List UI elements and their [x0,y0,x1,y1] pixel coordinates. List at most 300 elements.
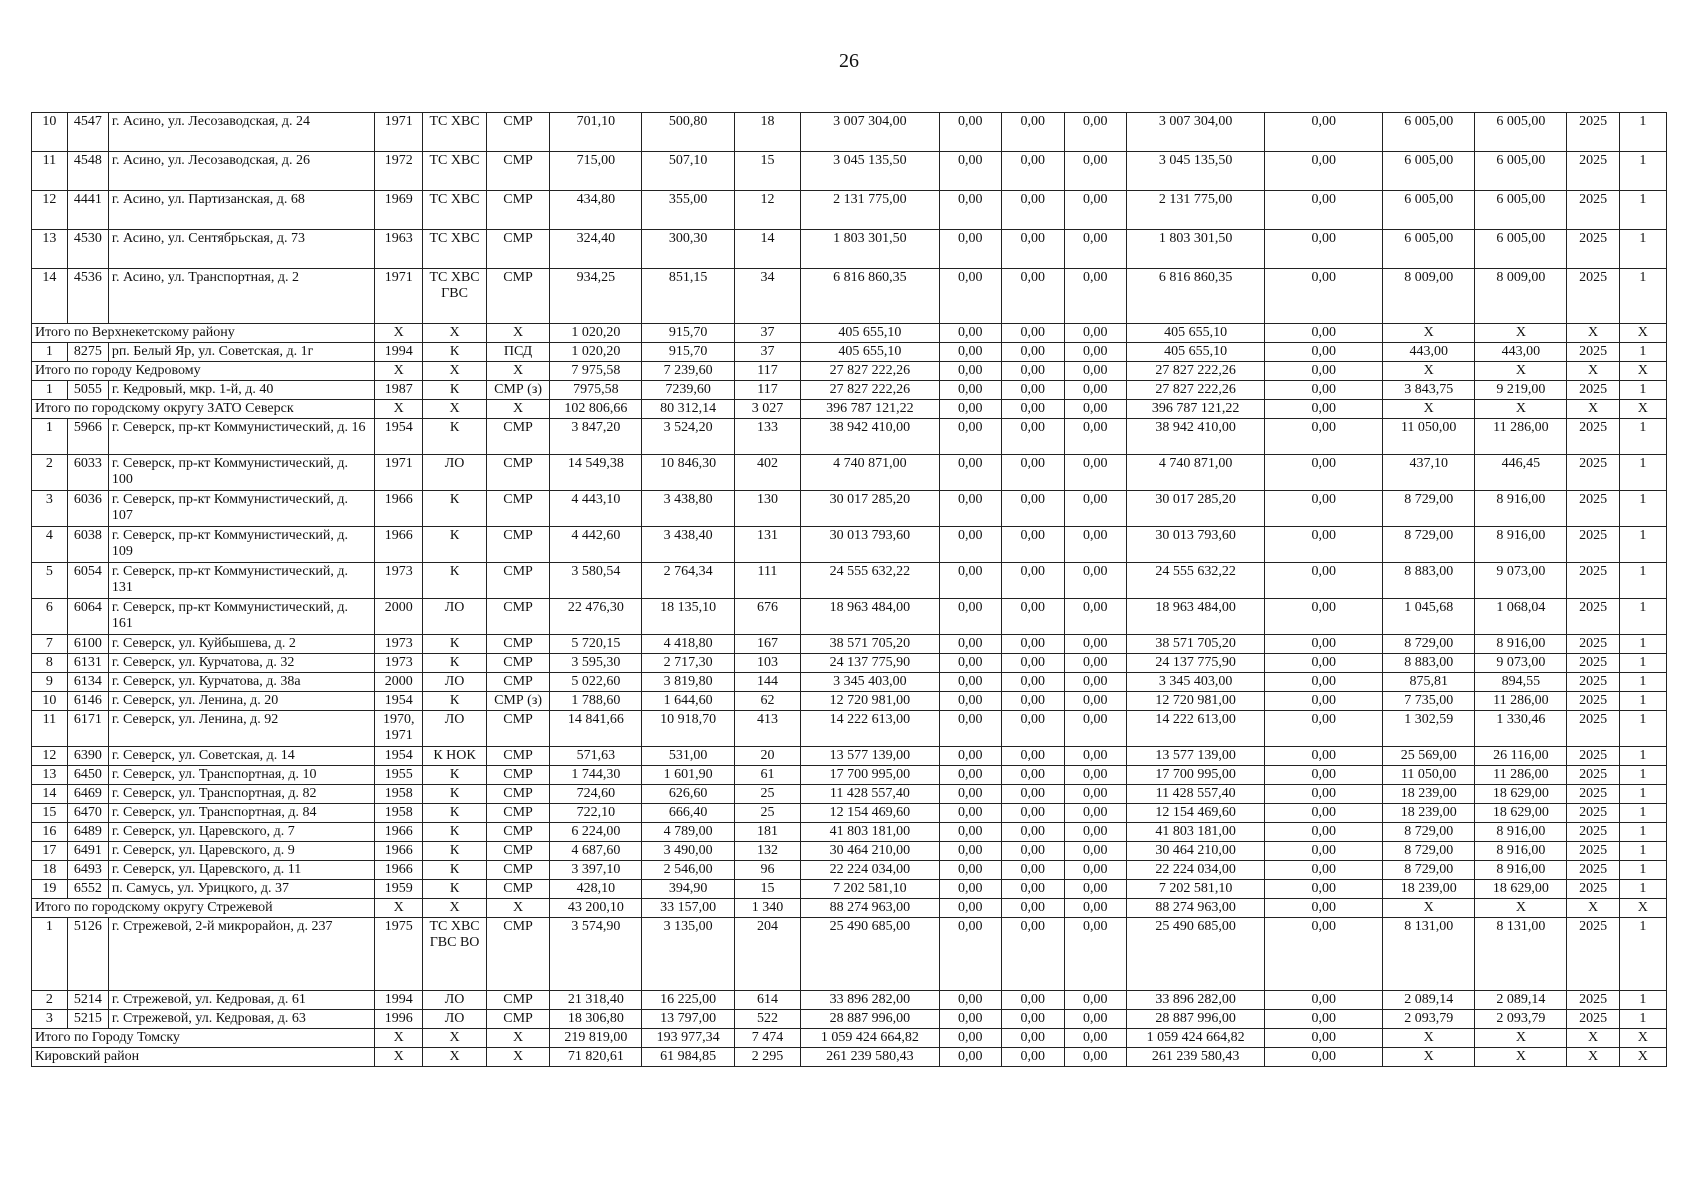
cell-total-cost: 38 942 410,00 [801,419,939,455]
cell-work-type: СМР [486,654,550,673]
cell-fund-federal: 0,00 [939,823,1001,842]
cell-systems: ТС ХВС [423,152,487,191]
cell-build-year: 1958 [375,785,423,804]
cell-address: г. Северск, ул. Ленина, д. 92 [108,711,374,747]
cell-method: 1 [1619,381,1666,400]
cell-row-number: 14 [32,785,68,804]
cell-fund-local: 0,00 [1064,269,1126,324]
cell-other-funds: 0,00 [1265,1048,1383,1067]
subtotal-row [32,899,1667,918]
cell-plan-year: 2025 [1567,563,1619,599]
table-row [32,343,1667,362]
cell-other-funds: 0,00 [1265,692,1383,711]
cell-unit-cost: 8 883,00 [1383,654,1475,673]
cell-work-type: СМР [486,152,550,191]
cell-work-type: СМР [486,918,550,991]
cell-plan-year: 2025 [1567,991,1619,1010]
cell-house-id: 6390 [67,747,108,766]
cell-owners-funds: 38 571 705,20 [1127,635,1265,654]
cell-unit-cost: 875,81 [1383,673,1475,692]
cell-owners-funds: 6 816 860,35 [1127,269,1265,324]
cell-work-type: СМР (з) [486,692,550,711]
cell-owners-funds: 24 137 775,90 [1127,654,1265,673]
cell-systems: ЛО [423,991,487,1010]
cell-total-area: 428,10 [550,880,642,899]
cell-other-funds: 0,00 [1265,527,1383,563]
cell-unit-cost-limit: 8 916,00 [1475,861,1567,880]
cell-row-number: 10 [32,692,68,711]
cell-systems: К [423,419,487,455]
cell-address: г. Северск, пр-кт Коммунистический, д. 131 [108,563,374,599]
subtotal-row [32,1048,1667,1067]
cell-total-area: 1 020,20 [550,343,642,362]
cell-fund-local: 0,00 [1064,343,1126,362]
cell-other-funds: 0,00 [1265,1029,1383,1048]
cell-method: 1 [1619,804,1666,823]
cell-address: г. Северск, ул. Куйбышева, д. 2 [108,635,374,654]
cell-systems: ТС ХВС [423,191,487,230]
cell-unit-cost: 18 239,00 [1383,880,1475,899]
cell-build-year: 1994 [375,343,423,362]
cell-living-area: 851,15 [642,269,734,324]
cell-total-area: 6 224,00 [550,823,642,842]
cell-row-number: 1 [32,419,68,455]
cell-unit-cost: 1 045,68 [1383,599,1475,635]
cell-fund-regional: 0,00 [1002,527,1064,563]
cell-fund-local: 0,00 [1064,785,1126,804]
cell-work-type: X [486,1029,550,1048]
cell-systems: ЛО [423,599,487,635]
cell-fund-regional: 0,00 [1002,766,1064,785]
table-row [32,842,1667,861]
subtotal-row [32,324,1667,343]
cell-unit-cost: 8 729,00 [1383,527,1475,563]
cell-living-area: 7 239,60 [642,362,734,381]
cell-fund-regional: 0,00 [1002,599,1064,635]
cell-row-number: 6 [32,599,68,635]
cell-method: 1 [1619,491,1666,527]
cell-fund-local: 0,00 [1064,152,1126,191]
cell-residents: 103 [734,654,801,673]
cell-total-area: 7 975,58 [550,362,642,381]
cell-house-id: 6100 [67,635,108,654]
cell-method: X [1619,362,1666,381]
cell-living-area: 10 918,70 [642,711,734,747]
cell-plan-year: 2025 [1567,880,1619,899]
cell-total-cost: 30 464 210,00 [801,842,939,861]
cell-other-funds: 0,00 [1265,899,1383,918]
cell-build-year: 1971 [375,113,423,152]
table-row [32,599,1667,635]
cell-address: г. Асино, ул. Лесозаводская, д. 26 [108,152,374,191]
cell-residents: 12 [734,191,801,230]
cell-living-area: 3 524,20 [642,419,734,455]
subtotal-label: Итого по городскому округу ЗАТО Северск [32,400,375,419]
cell-systems: X [423,362,487,381]
cell-build-year: 1966 [375,527,423,563]
cell-build-year: 1973 [375,654,423,673]
cell-total-cost: 24 555 632,22 [801,563,939,599]
cell-residents: 2 295 [734,1048,801,1067]
cell-method: 1 [1619,191,1666,230]
cell-plan-year: X [1567,1048,1619,1067]
cell-living-area: 3 438,40 [642,527,734,563]
table-row [32,635,1667,654]
cell-owners-funds: 2 131 775,00 [1127,191,1265,230]
cell-method: X [1619,400,1666,419]
cell-method: 1 [1619,113,1666,152]
cell-fund-regional: 0,00 [1002,191,1064,230]
cell-other-funds: 0,00 [1265,880,1383,899]
cell-row-number: 2 [32,991,68,1010]
cell-fund-local: 0,00 [1064,381,1126,400]
cell-owners-funds: 27 827 222,26 [1127,381,1265,400]
cell-living-area: 500,80 [642,113,734,152]
cell-other-funds: 0,00 [1265,804,1383,823]
cell-build-year: 1971 [375,455,423,491]
cell-row-number: 8 [32,654,68,673]
cell-other-funds: 0,00 [1265,381,1383,400]
cell-owners-funds: 3 045 135,50 [1127,152,1265,191]
cell-build-year: 1987 [375,381,423,400]
cell-fund-local: 0,00 [1064,362,1126,381]
cell-house-id: 6036 [67,491,108,527]
page-number: 26 [839,50,859,72]
cell-plan-year: X [1567,899,1619,918]
cell-house-id: 4548 [67,152,108,191]
cell-fund-regional: 0,00 [1002,842,1064,861]
cell-work-type: X [486,899,550,918]
cell-plan-year: X [1567,400,1619,419]
cell-fund-regional: 0,00 [1002,152,1064,191]
cell-plan-year: X [1567,324,1619,343]
cell-total-area: 7975,58 [550,381,642,400]
cell-row-number: 11 [32,152,68,191]
cell-fund-federal: 0,00 [939,804,1001,823]
cell-unit-cost: 8 729,00 [1383,491,1475,527]
cell-fund-local: 0,00 [1064,455,1126,491]
cell-work-type: СМР [486,823,550,842]
cell-living-area: 4 789,00 [642,823,734,842]
cell-other-funds: 0,00 [1265,362,1383,381]
cell-fund-local: 0,00 [1064,113,1126,152]
cell-unit-cost-limit: X [1475,362,1567,381]
cell-other-funds: 0,00 [1265,191,1383,230]
cell-residents: 522 [734,1010,801,1029]
cell-work-type: СМР [486,1010,550,1029]
subtotal-row [32,400,1667,419]
cell-residents: 96 [734,861,801,880]
cell-total-cost: 405 655,10 [801,324,939,343]
subtotal-label: Итого по городу Кедровому [32,362,375,381]
cell-row-number: 9 [32,673,68,692]
cell-total-cost: 11 428 557,40 [801,785,939,804]
cell-plan-year: 2025 [1567,1010,1619,1029]
cell-fund-federal: 0,00 [939,785,1001,804]
cell-fund-regional: 0,00 [1002,918,1064,991]
cell-systems: К [423,880,487,899]
cell-plan-year: 2025 [1567,152,1619,191]
cell-other-funds: 0,00 [1265,747,1383,766]
cell-systems: К [423,823,487,842]
cell-unit-cost-limit: 18 629,00 [1475,880,1567,899]
cell-row-number: 5 [32,563,68,599]
cell-total-area: 4 443,10 [550,491,642,527]
table-row [32,804,1667,823]
subtotal-label: Итого по городскому округу Стрежевой [32,899,375,918]
cell-living-area: 3 490,00 [642,842,734,861]
cell-residents: 132 [734,842,801,861]
cell-plan-year: 2025 [1567,191,1619,230]
cell-build-year: 1975 [375,918,423,991]
cell-build-year: 1973 [375,563,423,599]
cell-living-area: 915,70 [642,324,734,343]
cell-total-area: 571,63 [550,747,642,766]
cell-total-cost: 88 274 963,00 [801,899,939,918]
cell-other-funds: 0,00 [1265,823,1383,842]
cell-address: г. Северск, ул. Курчатова, д. 38а [108,673,374,692]
cell-total-cost: 22 224 034,00 [801,861,939,880]
cell-fund-local: 0,00 [1064,654,1126,673]
cell-build-year: 1972 [375,152,423,191]
cell-systems: X [423,324,487,343]
cell-systems: К [423,343,487,362]
cell-method: 1 [1619,991,1666,1010]
cell-fund-regional: 0,00 [1002,635,1064,654]
cell-living-area: 3 819,80 [642,673,734,692]
cell-systems: К [423,381,487,400]
cell-systems: К НОК [423,747,487,766]
cell-unit-cost-limit: 11 286,00 [1475,692,1567,711]
cell-fund-federal: 0,00 [939,842,1001,861]
cell-fund-federal: 0,00 [939,1029,1001,1048]
cell-owners-funds: 41 803 181,00 [1127,823,1265,842]
cell-plan-year: 2025 [1567,269,1619,324]
cell-total-area: 1 744,30 [550,766,642,785]
cell-residents: 117 [734,362,801,381]
cell-fund-regional: 0,00 [1002,419,1064,455]
cell-living-area: 2 764,34 [642,563,734,599]
cell-unit-cost: 8 729,00 [1383,842,1475,861]
cell-fund-regional: 0,00 [1002,113,1064,152]
table-row [32,491,1667,527]
cell-method: 1 [1619,747,1666,766]
cell-row-number: 19 [32,880,68,899]
cell-method: 1 [1619,419,1666,455]
cell-row-number: 13 [32,230,68,269]
cell-work-type: СМР [486,527,550,563]
cell-work-type: СМР [486,455,550,491]
cell-build-year: X [375,1048,423,1067]
cell-other-funds: 0,00 [1265,113,1383,152]
cell-total-area: 219 819,00 [550,1029,642,1048]
cell-residents: 614 [734,991,801,1010]
cell-fund-local: 0,00 [1064,191,1126,230]
cell-total-area: 1 788,60 [550,692,642,711]
cell-unit-cost-limit: 8 131,00 [1475,918,1567,991]
cell-fund-local: 0,00 [1064,1010,1126,1029]
cell-unit-cost: 8 729,00 [1383,823,1475,842]
cell-other-funds: 0,00 [1265,918,1383,991]
cell-house-id: 4441 [67,191,108,230]
cell-other-funds: 0,00 [1265,842,1383,861]
cell-method: 1 [1619,711,1666,747]
cell-owners-funds: 17 700 995,00 [1127,766,1265,785]
cell-method: 1 [1619,654,1666,673]
cell-living-area: 4 418,80 [642,635,734,654]
cell-fund-local: 0,00 [1064,400,1126,419]
cell-method: 1 [1619,455,1666,491]
cell-address: г. Северск, пр-кт Коммунистический, д. 107 [108,491,374,527]
cell-fund-local: 0,00 [1064,766,1126,785]
cell-other-funds: 0,00 [1265,861,1383,880]
cell-method: 1 [1619,343,1666,362]
cell-systems: К [423,654,487,673]
cell-owners-funds: 3 345 403,00 [1127,673,1265,692]
cell-residents: 62 [734,692,801,711]
cell-fund-federal: 0,00 [939,747,1001,766]
cell-method: 1 [1619,842,1666,861]
cell-systems: X [423,1048,487,1067]
cell-unit-cost-limit: 446,45 [1475,455,1567,491]
cell-other-funds: 0,00 [1265,563,1383,599]
cell-fund-federal: 0,00 [939,343,1001,362]
cell-address: г. Северск, ул. Царевского, д. 7 [108,823,374,842]
cell-total-cost: 4 740 871,00 [801,455,939,491]
cell-other-funds: 0,00 [1265,635,1383,654]
cell-unit-cost-limit: 6 005,00 [1475,113,1567,152]
cell-residents: 1 340 [734,899,801,918]
cell-fund-federal: 0,00 [939,563,1001,599]
cell-work-type: ПСД [486,343,550,362]
cell-work-type: СМР [486,230,550,269]
cell-fund-local: 0,00 [1064,804,1126,823]
cell-work-type: X [486,400,550,419]
cell-unit-cost: 18 239,00 [1383,785,1475,804]
table-row [32,455,1667,491]
cell-total-cost: 3 007 304,00 [801,113,939,152]
cell-systems: ТС ХВС ГВС [423,269,487,324]
cell-total-area: 102 806,66 [550,400,642,419]
cell-method: 1 [1619,823,1666,842]
cell-plan-year: 2025 [1567,343,1619,362]
cell-unit-cost-limit: 8 916,00 [1475,491,1567,527]
cell-unit-cost-limit: X [1475,1048,1567,1067]
cell-fund-regional: 0,00 [1002,1029,1064,1048]
cell-fund-federal: 0,00 [939,400,1001,419]
table-row [32,191,1667,230]
cell-plan-year: 2025 [1567,918,1619,991]
cell-unit-cost: 8 131,00 [1383,918,1475,991]
cell-systems: ТС ХВС [423,113,487,152]
cell-fund-federal: 0,00 [939,230,1001,269]
cell-method: X [1619,899,1666,918]
cell-fund-federal: 0,00 [939,766,1001,785]
cell-living-area: 16 225,00 [642,991,734,1010]
cell-fund-regional: 0,00 [1002,654,1064,673]
cell-total-area: 5 022,60 [550,673,642,692]
cell-work-type: СМР [486,842,550,861]
cell-systems: К [423,804,487,823]
cell-fund-regional: 0,00 [1002,899,1064,918]
cell-plan-year: X [1567,1029,1619,1048]
cell-method: 1 [1619,766,1666,785]
cell-fund-federal: 0,00 [939,711,1001,747]
cell-build-year: 2000 [375,599,423,635]
cell-residents: 25 [734,785,801,804]
cell-owners-funds: 405 655,10 [1127,343,1265,362]
cell-systems: ТС ХВС ГВС ВО [423,918,487,991]
cell-total-area: 14 549,38 [550,455,642,491]
cell-total-cost: 3 045 135,50 [801,152,939,191]
cell-living-area: 18 135,10 [642,599,734,635]
cell-build-year: 1970, 1971 [375,711,423,747]
cell-unit-cost-limit: 8 916,00 [1475,842,1567,861]
cell-unit-cost-limit: 1 330,46 [1475,711,1567,747]
cell-unit-cost: 2 093,79 [1383,1010,1475,1029]
cell-systems: ТС ХВС [423,230,487,269]
cell-fund-local: 0,00 [1064,491,1126,527]
cell-residents: 181 [734,823,801,842]
cell-work-type: X [486,362,550,381]
cell-systems: ЛО [423,673,487,692]
cell-total-area: 715,00 [550,152,642,191]
cell-house-id: 6491 [67,842,108,861]
cell-owners-funds: 33 896 282,00 [1127,991,1265,1010]
cell-address: г. Стрежевой, ул. Кедровая, д. 61 [108,991,374,1010]
cell-fund-regional: 0,00 [1002,491,1064,527]
cell-living-area: 394,90 [642,880,734,899]
cell-systems: X [423,1029,487,1048]
cell-unit-cost-limit: 894,55 [1475,673,1567,692]
cell-total-area: 18 306,80 [550,1010,642,1029]
cell-residents: 61 [734,766,801,785]
cell-total-area: 3 580,54 [550,563,642,599]
table-row [32,861,1667,880]
cell-total-cost: 6 816 860,35 [801,269,939,324]
cell-other-funds: 0,00 [1265,400,1383,419]
cell-fund-local: 0,00 [1064,527,1126,563]
cell-address: г. Северск, ул. Транспортная, д. 82 [108,785,374,804]
cell-living-area: 13 797,00 [642,1010,734,1029]
cell-systems: К [423,491,487,527]
cell-systems: К [423,842,487,861]
cell-fund-regional: 0,00 [1002,861,1064,880]
cell-total-area: 22 476,30 [550,599,642,635]
cell-fund-regional: 0,00 [1002,711,1064,747]
cell-unit-cost-limit: 2 089,14 [1475,991,1567,1010]
cell-fund-regional: 0,00 [1002,1048,1064,1067]
cell-other-funds: 0,00 [1265,785,1383,804]
cell-house-id: 6033 [67,455,108,491]
cell-address: г. Стрежевой, ул. Кедровая, д. 63 [108,1010,374,1029]
cell-address: г. Асино, ул. Транспортная, д. 2 [108,269,374,324]
cell-plan-year: X [1567,362,1619,381]
cell-house-id: 5214 [67,991,108,1010]
table-row [32,991,1667,1010]
cell-build-year: 2000 [375,673,423,692]
cell-total-area: 934,25 [550,269,642,324]
cell-living-area: 2 546,00 [642,861,734,880]
cell-fund-local: 0,00 [1064,635,1126,654]
cell-residents: 111 [734,563,801,599]
cell-unit-cost: 8 009,00 [1383,269,1475,324]
cell-house-id: 6146 [67,692,108,711]
cell-method: 1 [1619,861,1666,880]
cell-total-cost: 3 345 403,00 [801,673,939,692]
table-row [32,785,1667,804]
cell-owners-funds: 30 013 793,60 [1127,527,1265,563]
